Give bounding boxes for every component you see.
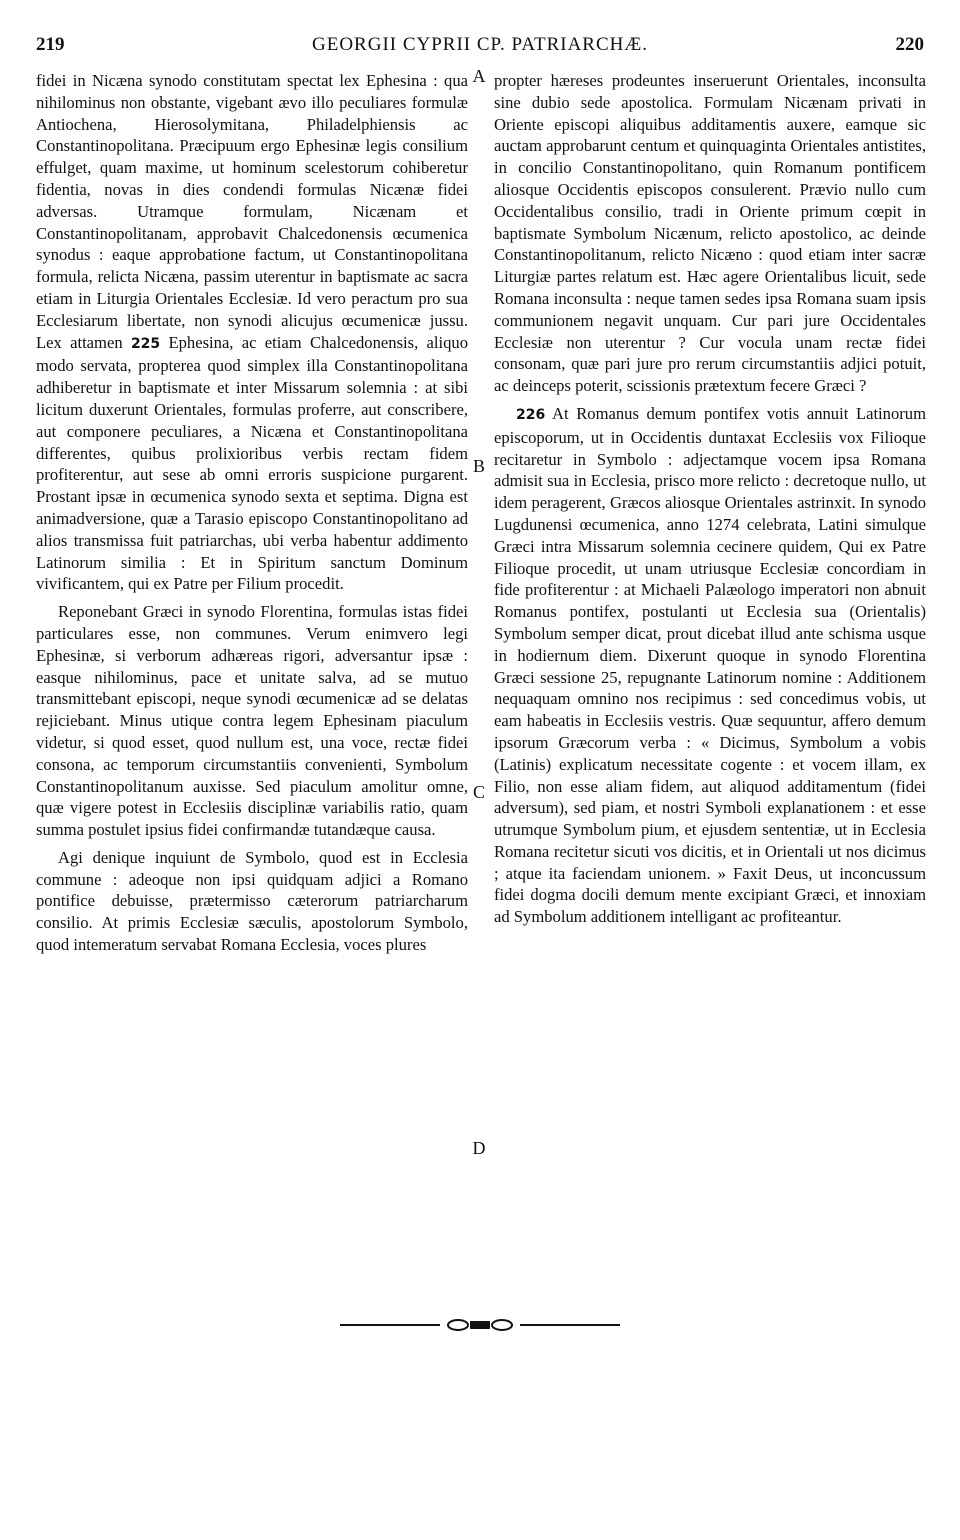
right-paragraph-2 [494, 403, 926, 928]
running-header [36, 34, 924, 58]
right-paragraph-1: propter hæreses prodeuntes inseruerunt Orientales, inconsulta sine dubio sede apostolica. Formulam Nicænam privati in Oriente episcopi aliquibus additamentis auxere, eamque sic auctam approbarunt centum et quinquaginta Orientales antistites, in concilio Constantinopolitano, quin Romanum pontificem aliosque Occidentis episcopos consulerent. Prævio nullo cum Occidentalibus consilio, tradi in Oriente primum cœpit in baptismate Symbolum Nicænum, relicto apostolico, ac deinde Constantinopolitanum, relicto Nicæno : quod etiam inter sacræ Liturgiæ partes relatum est. Hæc agere Orientalibus licuit, sede Romana inconsulta : neque tamen sedes ipsa Romana suam ipsis communionem negavit unquam. Cur pari jure Occidentales Ecclesiæ non uterentur ? Cur vocula unam rectæ fidei consonam, quæ pari jure pro rerum circumstantiis adjici potuit, ac deinceps poterit, scissionis prætextum fecere Græci ? [494, 71, 926, 396]
left-paragraph-2: Reponebant Græci in synodo Florentina, formulas istas fidei particulares esse, non communes. Verum enimvero legi Ephesinæ, si verborum adhæreas rigori, adversantur ipsæ : easque nihilominus, pace et unitate salva, ad se mutuo transmittebant episcopi, neque synodi œcumenicæ ad se delatas rejiciebant. Minus utique contra legem Ephesinam piaculum videtur, si quod esset, quod nullum est, una voce, rectæ fidei consona, ac temporum circumstantiis convenienti, Symbolum Constantinopolitanum auxisse. Sed piaculum amolitur omne, quæ vigere potest in Ecclesiis disciplinæ variabilis ratio, quam summa postulet ipsius fidei confirmandæ tutandæque causa. [36, 602, 468, 840]
running-title: GEORGII CYPRII CP. PATRIARCHÆ. [312, 34, 648, 55]
left-column [36, 70, 468, 956]
section-number-226: 226 [516, 406, 546, 423]
margin-letter-c: C [472, 782, 485, 802]
ornament-divider [330, 1318, 630, 1332]
left-paragraph-1-text: fidei in Nicæna synodo constitutam spectat lex Ephesina : qua nihilominus non obstante, vigebant ævo illo peculiares formulæ Antiochena, Hierosolymitana, Philadelphiensis ac Constantinopolitana. Præcipuum ergo Ephesinæ legis consilium effulget, quam maxime, ut hominum scelestorum cohiberetur fidentia, novas in dies condendi formulas Nicænæ fidei adversas. Utramque formulam, Nicænam et Constantinopolitanam, approbavit Chalcedonensis œcumenica synodus : eaque approbatione factum, ut Constantinopolitana formula, relicta Nicæna, passim uterentur in baptismate ac sacra etiam in Liturgia Orientales Ecclesiæ. Id vero peractum pro sua Ecclesiarum libertate, non synodi alicujus œcumenicæ jussu. Lex attamen [36, 71, 468, 352]
margin-letter-b: B [472, 456, 485, 476]
right-column [494, 70, 926, 928]
left-paragraph-3: Agi denique inquiunt de Symbolo, quod est in Ecclesia commune : adeoque non ipsi quidquam adjici a Romano pontifice debuisse, prætermisso cæterorum patriarcharum consilio. At primis Ecclesiæ sæculis, apostolorum Symbolo, quod intemeratum servabat Romana Ecclesia, voces plures [36, 847, 468, 955]
section-number-225: 225 [130, 335, 161, 352]
margin-letter-d: D [472, 1138, 486, 1158]
left-paragraph-1-continuation: Ephesina, ac etiam Chalcedonensis, aliquo modo servata, propterea quod simplex illa Constantinopolitana adhiberetur in baptismate et inter Missarum solemnia : at sibi licitum duxerunt Orientales, formulas proferre, aut conscribere, aut componere peculiares, a Nicæna et Constantinopolitana differentes, quibus prolixioribus verbis rectam fidem profiterentur, aut sese ab omni erroris suspicione purgarent. Prostant ipsæ in œcumenica synodo sexta et septima. Digna est animadversione, quæ a Tarasio episcopo Constantinopolitano ad alios transmissa fuit patriarchas, ubi verba habentur addimento Latinorum similia : Et in Spiritum sanctum Dominum vivificantem, qui ex Patre per Filium procedit. [36, 332, 469, 594]
margin-letter-a: A [472, 66, 486, 86]
right-page-number: 220 [895, 34, 924, 55]
left-page-number: 219 [36, 34, 65, 55]
left-paragraph-1 [36, 70, 468, 595]
right-paragraph-2-text: At Romanus demum pontifex votis annuit Latinorum episcoporum, ut in Occidentis duntaxat Ecclesiis vox Filioque recitaretur in Symbolo : adjectamque vocem ipsa Romana admisit sua in Ecclesia, prisco more relicto : decretoque nullo, ut idem peragerent, Græcos aliosque Orientales astrinxit. In synodo Lugdunensi œcumenica, anno 1274 celebrata, Latini simulque Græci intra Missarum solemnia cecinere quidem, Qui ex Patre Filioque procedit, ut unam utriusque Ecclesiæ concordiam in fide profiterentur : at Michaeli Palæologo imperatori non abnuit Romanus pontifex, postulanti ut Ecclesia sua (Orientalis) Symbolum semper dicat, prout dicebat illud ante schisma usque in hodiernum diem. Dixerunt quoque in synodo Florentina Græci sessione 25, repugnante Latinorum nomine : Additionem nequaquam omnino nos recipimus : sed concedimus vobis, ut eam habeatis in Ecclesiis vestris. Quæ sequuntur, affero demum ipsorum Græcorum verba : « Dicimus, Symbolum a vobis (Latinis) explicatum necessitate cogente : et vocem illam, ex Filio, non esse aliam fidem, aut aliquod additamentum (fidei adversum), sed piam, et nostri Symboli explanationem : et esse utrumque Symbolum pium, et ejusdem sententiæ, ut in Ecclesia Romana recitetur sicuti vos dicitis, et in Orientali ut nos dicimus ; atque ita faciendam unionem. » Faxit Deus, ut inconcussum fidei dogma docili demum mente excipiant Græci, et innoxiam ad Symbolum additionem intelligant ac profiteantur. [494, 403, 926, 927]
